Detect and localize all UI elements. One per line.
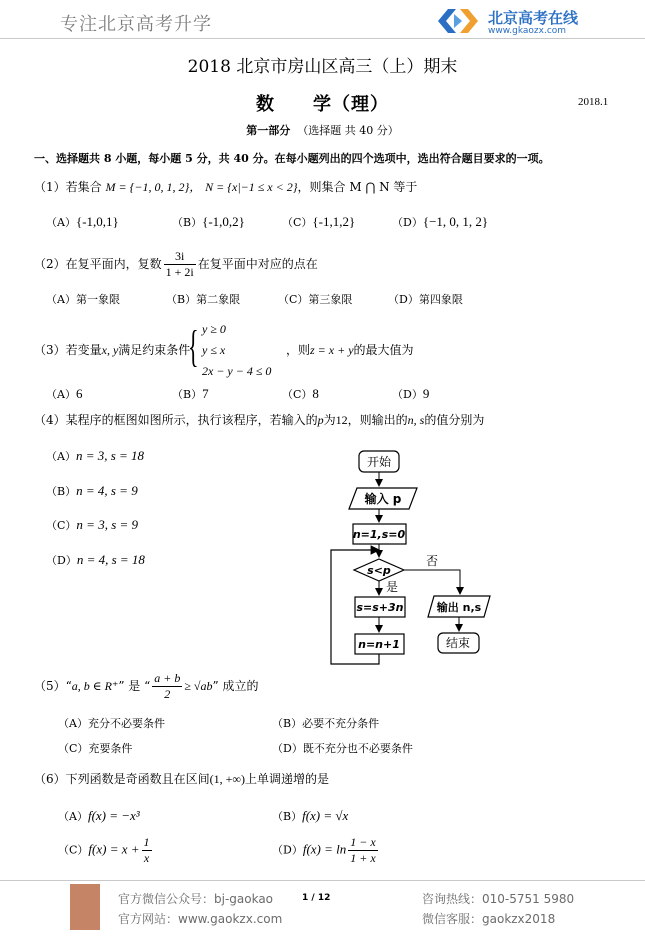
q4-option-b[interactable]: （B）n = 4, s = 9 xyxy=(46,483,138,498)
q1-set-n: N = {x|−1 ≤ x < 2} xyxy=(205,180,298,194)
footer-color-block xyxy=(70,884,100,930)
flow-output-label: 输出 n,s xyxy=(436,601,482,614)
program-flowchart xyxy=(322,445,507,670)
footer-divider xyxy=(0,880,645,881)
footer-website[interactable]: 官方网站：www.gaokzx.com xyxy=(118,912,283,926)
footer-hotline: 咨询热线：010-5751 5980 xyxy=(422,892,575,906)
q3-brace: { xyxy=(188,322,199,371)
flow-init-label: n=1,s=0 xyxy=(352,528,406,541)
flow-decision-label: s<p xyxy=(367,564,391,577)
q3-option-c[interactable]: （C）8 xyxy=(282,386,319,401)
header-slogan: 专注北京高考升学 xyxy=(60,14,212,35)
logo-url: www.gkaozx.com xyxy=(488,26,567,36)
q6-option-d[interactable]: （D）f(x) = ln $\frac{1 - x}{1 + x}$ xyxy=(272,835,376,865)
part-heading xyxy=(0,122,645,138)
exam-title: 2018 北京市房山区高三（上）期末 xyxy=(187,57,458,77)
q5-option-d[interactable]: （D）既不充分也不必要条件 xyxy=(272,742,413,755)
question-4: （4）某程序的框图如图所示，执行该程序，若输入的p为12，则输出的n, s的值分别为 xyxy=(34,413,485,427)
q2-option-b[interactable]: （B）第二象限 xyxy=(166,293,241,306)
footer-service: 微信客服：gaokzx2018 xyxy=(422,912,556,926)
q1-option-a[interactable]: （A）{-1,0,1} xyxy=(46,214,119,229)
question-3-suffix: ，则z = x + y的最大值为 xyxy=(286,343,414,357)
q2-option-a[interactable]: （A）第一象限 xyxy=(46,293,120,306)
logo-name: 北京高考在线 xyxy=(488,9,579,27)
flow-step2-label: n=n+1 xyxy=(358,638,400,651)
q1-suffix: ，则集合 M ⋂ N 等于 xyxy=(297,180,418,194)
q6-option-a[interactable]: （A）f(x) = −x³ xyxy=(58,808,140,823)
header-divider xyxy=(0,38,645,39)
q1-prefix: （1）若集合 xyxy=(34,180,102,194)
q4-option-a[interactable]: （A）n = 3, s = 18 xyxy=(46,448,145,463)
q6-option-b[interactable]: （B）f(x) = √x xyxy=(272,808,349,823)
flow-input-label: 输入 p xyxy=(364,492,402,506)
q3-constraint-2: y ≤ x xyxy=(202,343,226,357)
question-6: （6）下列函数是奇函数且在区间(1, +∞)上单调递增的是 xyxy=(34,772,329,786)
flow-no-label: 否 xyxy=(426,554,439,568)
q1-option-d[interactable]: （D）{−1, 0, 1, 2} xyxy=(392,214,489,229)
q2-option-c[interactable]: （C）第三象限 xyxy=(278,293,353,306)
exam-date: 2018.1 xyxy=(578,96,609,108)
q2-option-d[interactable]: （D）第四象限 xyxy=(388,293,463,306)
q6-option-c[interactable]: （C）f(x) = x + $\frac{1}{x}$ xyxy=(58,835,150,865)
exam-subject: 数 学（理） xyxy=(256,94,389,115)
q1-set-m: M = {−1, 0, 1, 2}， xyxy=(105,180,202,194)
flow-step1-label: s=s+3n xyxy=(356,601,404,614)
question-5: （5）“a, b ∈ R⁺” 是 “ $\frac{a + b}{2}$ ≥ √ab” 成立的 xyxy=(34,671,259,701)
q5-fraction: $\frac{a + b}{2}$ xyxy=(154,671,181,701)
part-label: 第一部分 xyxy=(246,124,291,137)
q5-option-b[interactable]: （B）必要不充分条件 xyxy=(272,717,380,730)
section-heading: 一、选择题共 8 小题，每小题 5 分，共 40 分。在每小题列出的四个选项中，选出符合题目要求的一项。 xyxy=(34,152,550,165)
footer-wechat: 官方微信公众号：bj-gaokao xyxy=(118,892,274,906)
flow-end-label: 结束 xyxy=(445,636,471,650)
flow-start-label: 开始 xyxy=(366,455,392,469)
q2-suffix: 在复平面中对应的点在 xyxy=(197,257,318,271)
q4-option-c[interactable]: （C）n = 3, s = 9 xyxy=(46,517,139,532)
q1-option-c[interactable]: （C）{-1,1,2} xyxy=(282,214,356,229)
q3-constraint-3: 2x − y − 4 ≤ 0 xyxy=(202,364,272,378)
q2-prefix: （2）在复平面内，复数 xyxy=(34,257,162,271)
q3-option-b[interactable]: （B）7 xyxy=(172,386,209,401)
flow-yes-label: 是 xyxy=(386,580,399,594)
q5-option-a[interactable]: （A）充分不必要条件 xyxy=(58,717,165,730)
logo-icon xyxy=(432,6,478,36)
q1-option-b[interactable]: （B）{-1,0,2} xyxy=(172,214,245,229)
q2-fraction: $\frac{3i}{1 + 2i}$ xyxy=(165,249,194,279)
q5-option-c[interactable]: （C）充要条件 xyxy=(58,742,133,755)
part-detail: （选择题 共 40 分） xyxy=(297,124,399,137)
q3-option-d[interactable]: （D）9 xyxy=(392,386,430,401)
q3-option-a[interactable]: （A）6 xyxy=(46,386,83,401)
question-1 xyxy=(34,179,417,195)
question-3-prefix: （3）若变量x, y满足约束条件 xyxy=(34,343,191,357)
page-number: 1 / 12 xyxy=(302,893,331,903)
q4-option-d[interactable]: （D）n = 4, s = 18 xyxy=(46,552,145,567)
question-2 xyxy=(34,249,318,280)
q3-constraint-1: y ≥ 0 xyxy=(202,322,226,336)
